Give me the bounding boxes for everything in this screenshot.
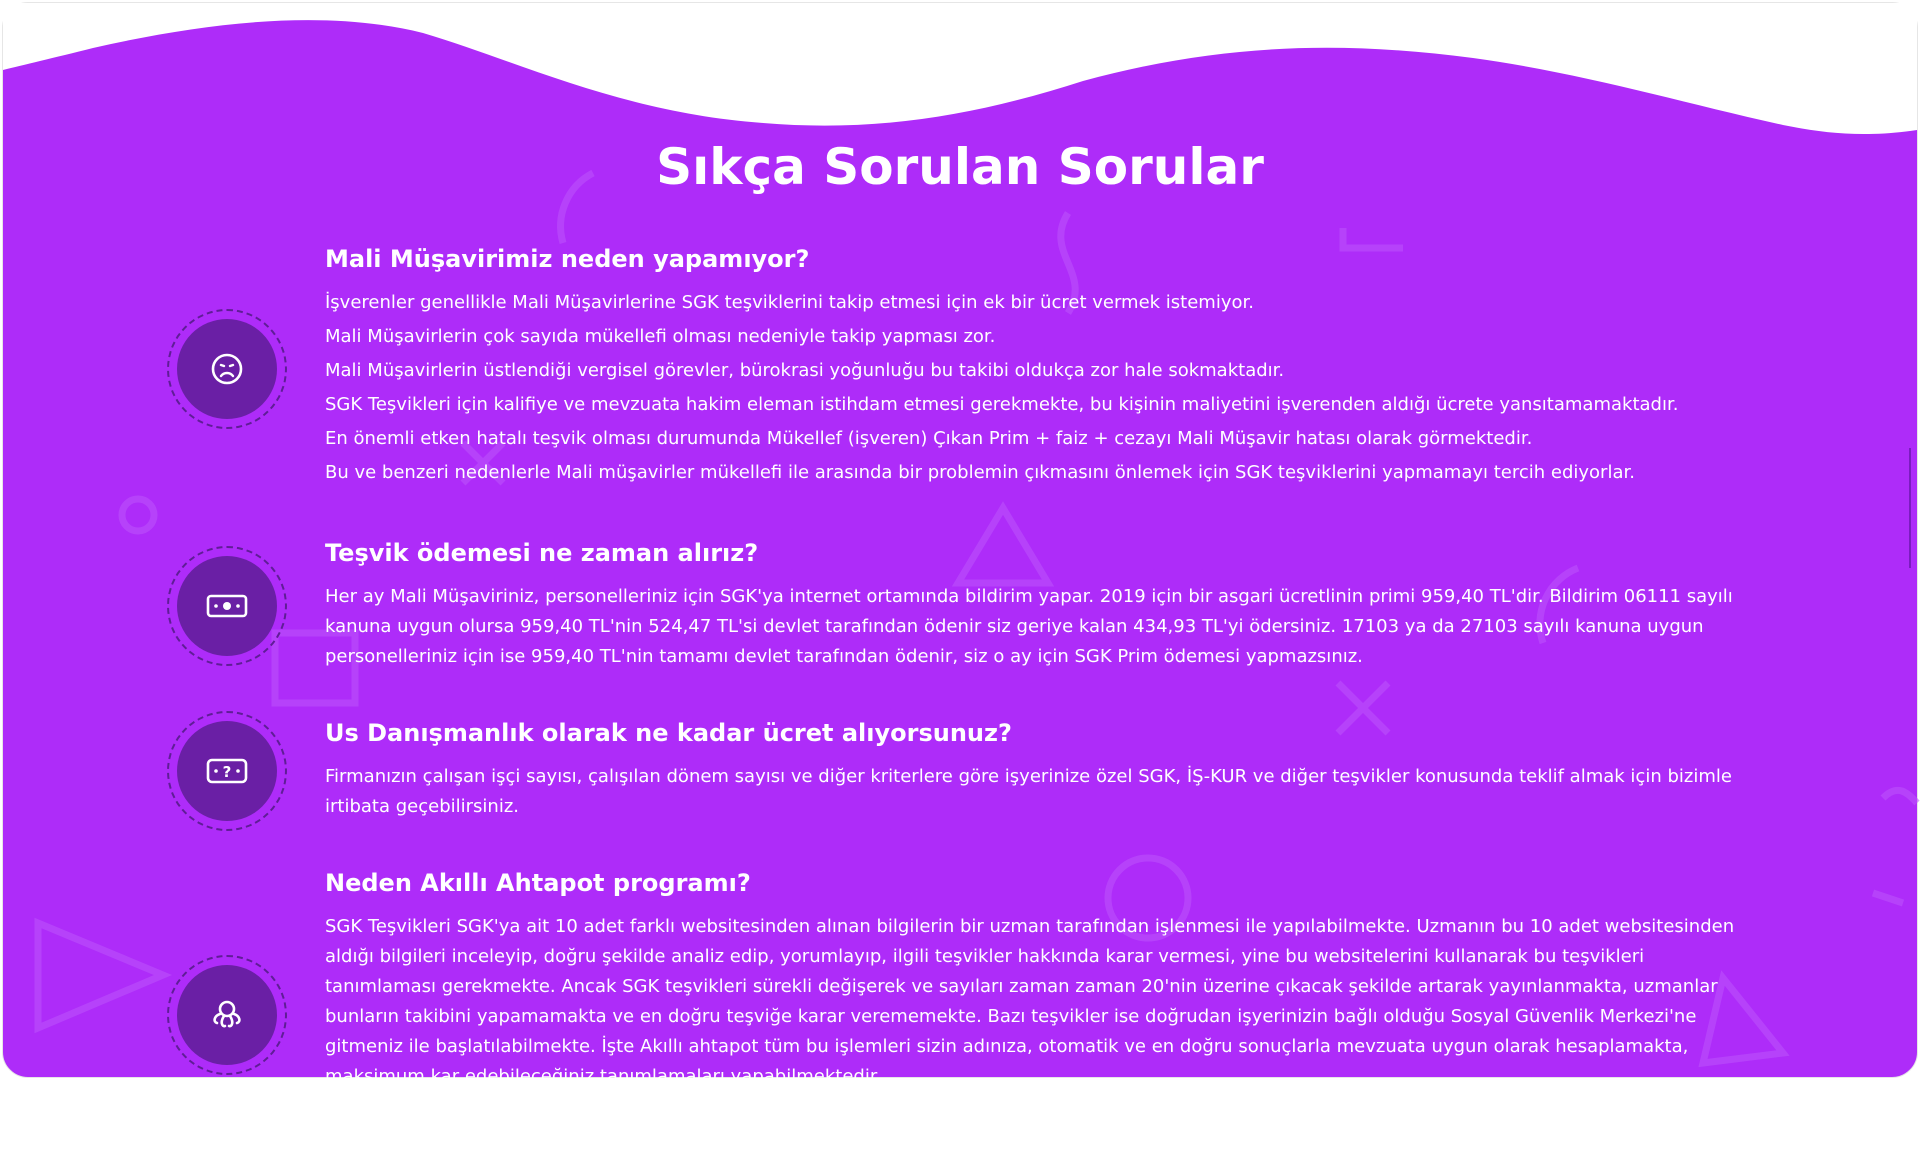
faq-answer xyxy=(325,912,1745,1152)
top-wave xyxy=(3,3,1917,143)
faq-question[interactable]: Mali Müşavirimiz neden yapamıyor? xyxy=(325,245,810,273)
answer-paragraph: Her ay Mali Müşaviriniz, personelleriniz için SGK'ya internet ortamında bildirim yapar. 2019 için bir asgari ücretlinin primi 959,40 TL'dir. Bildirim 06111 sayılı kanuna uygun olursa 959,40 TL'nin 524,47 TL'si devlet tarafından ödenir siz geriye kalan 434,93 TL'yi ödersiniz. 17103 ya da 27103 sayılı kanuna uygun personelleriniz için ise 959,40 TL'nin tamamı devlet tarafından ödenir, siz o ay için SGK Prim ödemesi yapmazsınız. xyxy=(325,586,1733,667)
faq-icon-badge xyxy=(167,546,287,666)
icon-disc xyxy=(177,319,277,419)
icon-disc xyxy=(177,965,277,1065)
answer-line: SGK Teşvikleri için kalifiye ve mevzuata hakim eleman istihdam etmesi gerekmekte, bu kişinin maliyetini işverenden aldığı ücrete yansıtamamaktadır. xyxy=(325,394,1679,415)
faq-icon-badge xyxy=(167,955,287,1075)
faq-question[interactable]: Neden Akıllı Ahtapot programı? xyxy=(325,869,751,897)
octopus-icon xyxy=(208,996,246,1034)
icon-disc xyxy=(177,556,277,656)
answer-paragraph: Firmanızın çalışan işçi sayısı, çalışılan dönem sayısı ve diğer kriterlere göre işyerinize özel SGK, İŞ-KUR ve diğer teşvikler konusunda teklif almak için bizimle irtibata geçebilirsiniz. xyxy=(325,766,1732,817)
answer-paragraph: Birden fazla işçinin aynı anda işe girişinde, programımız algoritması ile en uygun kanun maddesine göre olasılık hesaplaması yapmakta, bu sayede size zaman ve xyxy=(325,1096,1693,1147)
icon-disc xyxy=(177,721,277,821)
answer-line: Mali Müşavirlerin üstlendiği vergisel görevler, bürokrasi yoğunluğu bu takibi oldukça zor hale sokmaktadır. xyxy=(325,360,1285,381)
answer-line: Mali Müşavirlerin çok sayıda mükellefi olması nedeniyle takip yapması zor. xyxy=(325,326,996,347)
sad-face-icon xyxy=(210,352,244,386)
page-title: Sıkça Sorulan Sorular xyxy=(656,138,1264,196)
faq-icon-badge xyxy=(167,309,287,429)
answer-line: En önemli etken hatalı teşvik olması durumunda Mükellef (işveren) Çıkan Prim + faiz + cezayı Mali Müşavir hatası olarak görmektedir. xyxy=(325,428,1533,449)
answer-line: Bu ve benzeri nedenlerle Mali müşavirler mükellefi ile arasında bir problemin çıkmasını önlemek için SGK teşviklerini yapmamayı tercih ediyorlar. xyxy=(325,462,1635,483)
faq-section xyxy=(2,2,1918,1147)
svg-text:?: ? xyxy=(222,763,232,781)
faq-answer xyxy=(325,286,1755,490)
faq-answer xyxy=(325,762,1745,822)
faq-question[interactable]: Teşvik ödemesi ne zaman alırız? xyxy=(325,539,759,567)
faq-answer xyxy=(325,582,1745,672)
answer-paragraph: SGK Teşvikleri SGK'ya ait 10 adet farklı websitesinden alınan bilgilerin bir uzman tarafından işlenmesi ile yapılabilmekte. Uzmanın bu 10 adet websitesinden aldığı bilgileri inceleyip, doğru şekilde analiz edip, yorumlayıp, ilgili teşvikler hakkında karar vermesi, yine bu websitelerini kullanarak bu teşvikleri tanımlaması gerekmekte. Ancak SGK teşvikleri sürekli değişerek ve sayıları zaman zaman 20'nin üzerine çıkacak şekilde artarak yayınlanmakta, uzmanlar bunların takibini yapamamakta ve en doğru teşviğe karar verememekte. Bazı teşvikler ise doğrudan işyerinizin bağlı olduğu Sosyal Güvenlik Merkezi'ne gitmeniz ile başlatılabilmekte. İşte Akıllı ahtapot tüm bu işlemleri sizin adınıza, otomatik ve en doğru sonuçlarla mevzuata uygun olarak hesaplamakta, maksimum kar edebileceğiniz tanımlamaları yapabilmektedir. xyxy=(325,916,1735,1087)
scroll-indicator[interactable] xyxy=(1909,448,1911,568)
faq-question[interactable]: Us Danışmanlık olarak ne kadar ücret alıyorsunuz? xyxy=(325,719,1012,747)
answer-line: İşverenler genellikle Mali Müşavirlerine SGK teşviklerini takip etmesi için ek bir ücret vermek istemiyor. xyxy=(325,292,1254,313)
faq-icon-badge xyxy=(167,711,287,831)
money-bill-icon xyxy=(206,591,248,621)
question-bill-icon xyxy=(206,756,248,786)
